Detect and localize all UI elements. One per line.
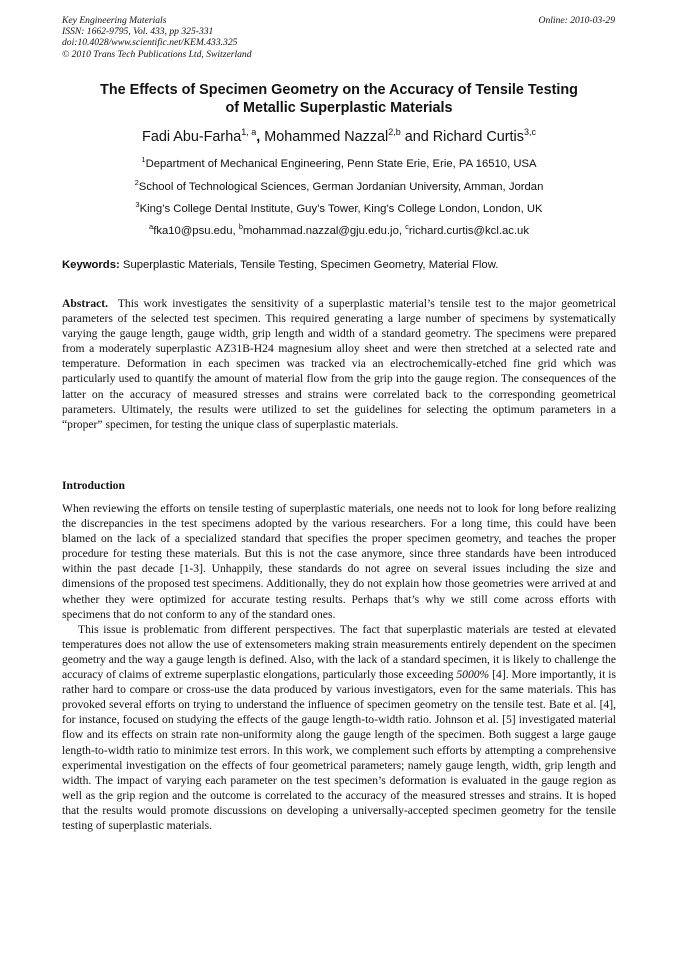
email-address: fka10@psu.edu, xyxy=(153,225,236,237)
keywords-label: Keywords: xyxy=(62,259,120,271)
keywords xyxy=(62,258,616,272)
abstract-text: This work investigates the sensitivity of a superplastic material’s tensile test to the major geometrical parameters of the selected test specimen. This required generating a large number of specimens by systematically varying the gauge length, gauge width, grip length and width of a standard geometry. The specimens were prepared from a moderately superplastic AZ31B-H24 magnesium alloy sheet and were then stretched at a selected rate and temperature. Deformation in each specimen was tracked via an electrochemically-etched fine grid which was particularly used to quantify the amount of material flow from the grip into the gauge region. The consequences of the latter on the accuracy of measured stresses and strains were correlated back to the corresponding geometrical parameters. Ultimately, the results were utilized to set the guidelines for selecting the optimum parameters in a “proper” specimen, for testing the unique class of superplastic materials. xyxy=(62,297,616,431)
affiliation-1 xyxy=(40,157,638,171)
author-affiliation-mark: 2,b xyxy=(388,127,401,137)
email-mark: b xyxy=(238,222,243,231)
title-line-2: of Metallic Superplastic Materials xyxy=(225,100,453,116)
keywords-text: Superplastic Materials, Tensile Testing, Specimen Geometry, Material Flow. xyxy=(122,259,499,271)
author-name: Mohammed Nazzal xyxy=(264,129,389,145)
emphasis-text: 5000% xyxy=(456,668,490,682)
affiliation-mark: 2 xyxy=(134,178,139,187)
title-line-1: The Effects of Specimen Geometry on the Accuracy of Tensile Testing xyxy=(100,82,578,98)
affiliation-3 xyxy=(40,202,638,216)
copyright-line: © 2010 Trans Tech Publications Ltd, Switzerland xyxy=(62,48,252,60)
affiliation-text: King’s College Dental Institute, Guy’s Tower, King’s College London, London, UK xyxy=(139,203,543,215)
doi-line: doi:10.4028/www.scientific.net/KEM.433.325 xyxy=(62,37,238,49)
journal-name: Key Engineering Materials xyxy=(62,15,167,26)
email-mark: a xyxy=(149,222,154,231)
paragraph-text: [4]. More importantly, it is rather hard to compare or cross-use the data produced by various investigators, even for the same materials. This has provoked several efforts on trying to understand the influence of specimen geometry on the tensile test. Bate et al. [4], for instance, focused on studying the effects of the gauge length-to-width ratio. Johnson et al. [5] investigated material flow and its effects on strain rate non-uniformity along the gauge length of the specimen. Both suggest a large gauge length-to-width ratio to minimize test errors. In this work, we complement such efforts by attempting a comprehensive experimental investigation on the effects of four geometrical parameters; namely gauge length, width, grip length and width. The impact of varying each parameter on the test specimen’s deformation is evaluated in the gauge region as well as the grip region and the outcome is correlated to the accuracy of the measured stresses and strains. It is hoped that the results would promote discussions on developing a universally-accepted specimen geometry for the tensile testing of superplastic materials. xyxy=(62,668,616,832)
issn-line: ISSN: 1662-9795, Vol. 433, pp 325-331 xyxy=(62,26,214,38)
email-list xyxy=(40,224,638,238)
paragraph xyxy=(62,622,616,833)
abstract-label: Abstract. xyxy=(62,297,109,310)
affiliation-mark: 1 xyxy=(141,155,146,164)
author-separator: , xyxy=(256,129,261,145)
online-date: Online: 2010-03-29 xyxy=(538,15,615,26)
email-address: richard.curtis@kcl.ac.uk xyxy=(408,225,529,237)
journal-header xyxy=(62,15,252,60)
paragraph: When reviewing the efforts on tensile testing of superplastic materials, one needs not to look for long before realizing the discrepancies in the test specimens adopted by the various researchers. For a long time, this could have been blamed on the lack of a specialized standard that specifies the proper specimen geometry, and teaches the proper procedure for testing these materials. But this is not the case anymore, since three standards have been introduced within the past decade [1-3]. Unhappily, these standards do not agree on several issues including the size and dimensions of the proposed test specimens. Additionally, they do not explain how those geometries were arrived at and whether they were optimized for accurate testing results. Perhaps that’s why we still come across efforts with specimens that do not conform to any of the standard ones. xyxy=(62,502,616,621)
affiliation-2 xyxy=(40,180,638,194)
section-heading-introduction: Introduction xyxy=(62,479,125,492)
author-list xyxy=(40,128,638,146)
author-name: Fadi Abu-Farha xyxy=(142,129,242,145)
author-affiliation-mark: 1, a xyxy=(241,127,257,137)
author-name: Richard Curtis xyxy=(432,129,524,145)
author-affiliation-mark: 3,c xyxy=(523,127,536,137)
email-address: mohammad.nazzal@gju.edu.jo, xyxy=(242,225,402,237)
abstract xyxy=(62,296,616,432)
affiliation-mark: 3 xyxy=(135,200,140,209)
affiliation-text: Department of Mechanical Engineering, Penn State Erie, Erie, PA 16510, USA xyxy=(145,158,537,170)
affiliation-text: School of Technological Sciences, German Jordanian University, Amman, Jordan xyxy=(138,181,544,193)
paragraph-text: This issue is problematic from different perspectives. The fact that superplastic materials are tested at elevated temperatures does not allow the use of extensometers making strain measurements entirely dependent on the specimen geometry and the way a gauge length is defined. Also, with the lack of a standard specimen, it is likely to challenge the accuracy of claims of extreme superplastic elongations, particularly those exceeding xyxy=(62,622,616,682)
paper-title xyxy=(40,81,638,117)
author-conjunction: and xyxy=(404,129,429,145)
email-mark: c xyxy=(405,222,409,231)
introduction-body xyxy=(62,501,616,833)
